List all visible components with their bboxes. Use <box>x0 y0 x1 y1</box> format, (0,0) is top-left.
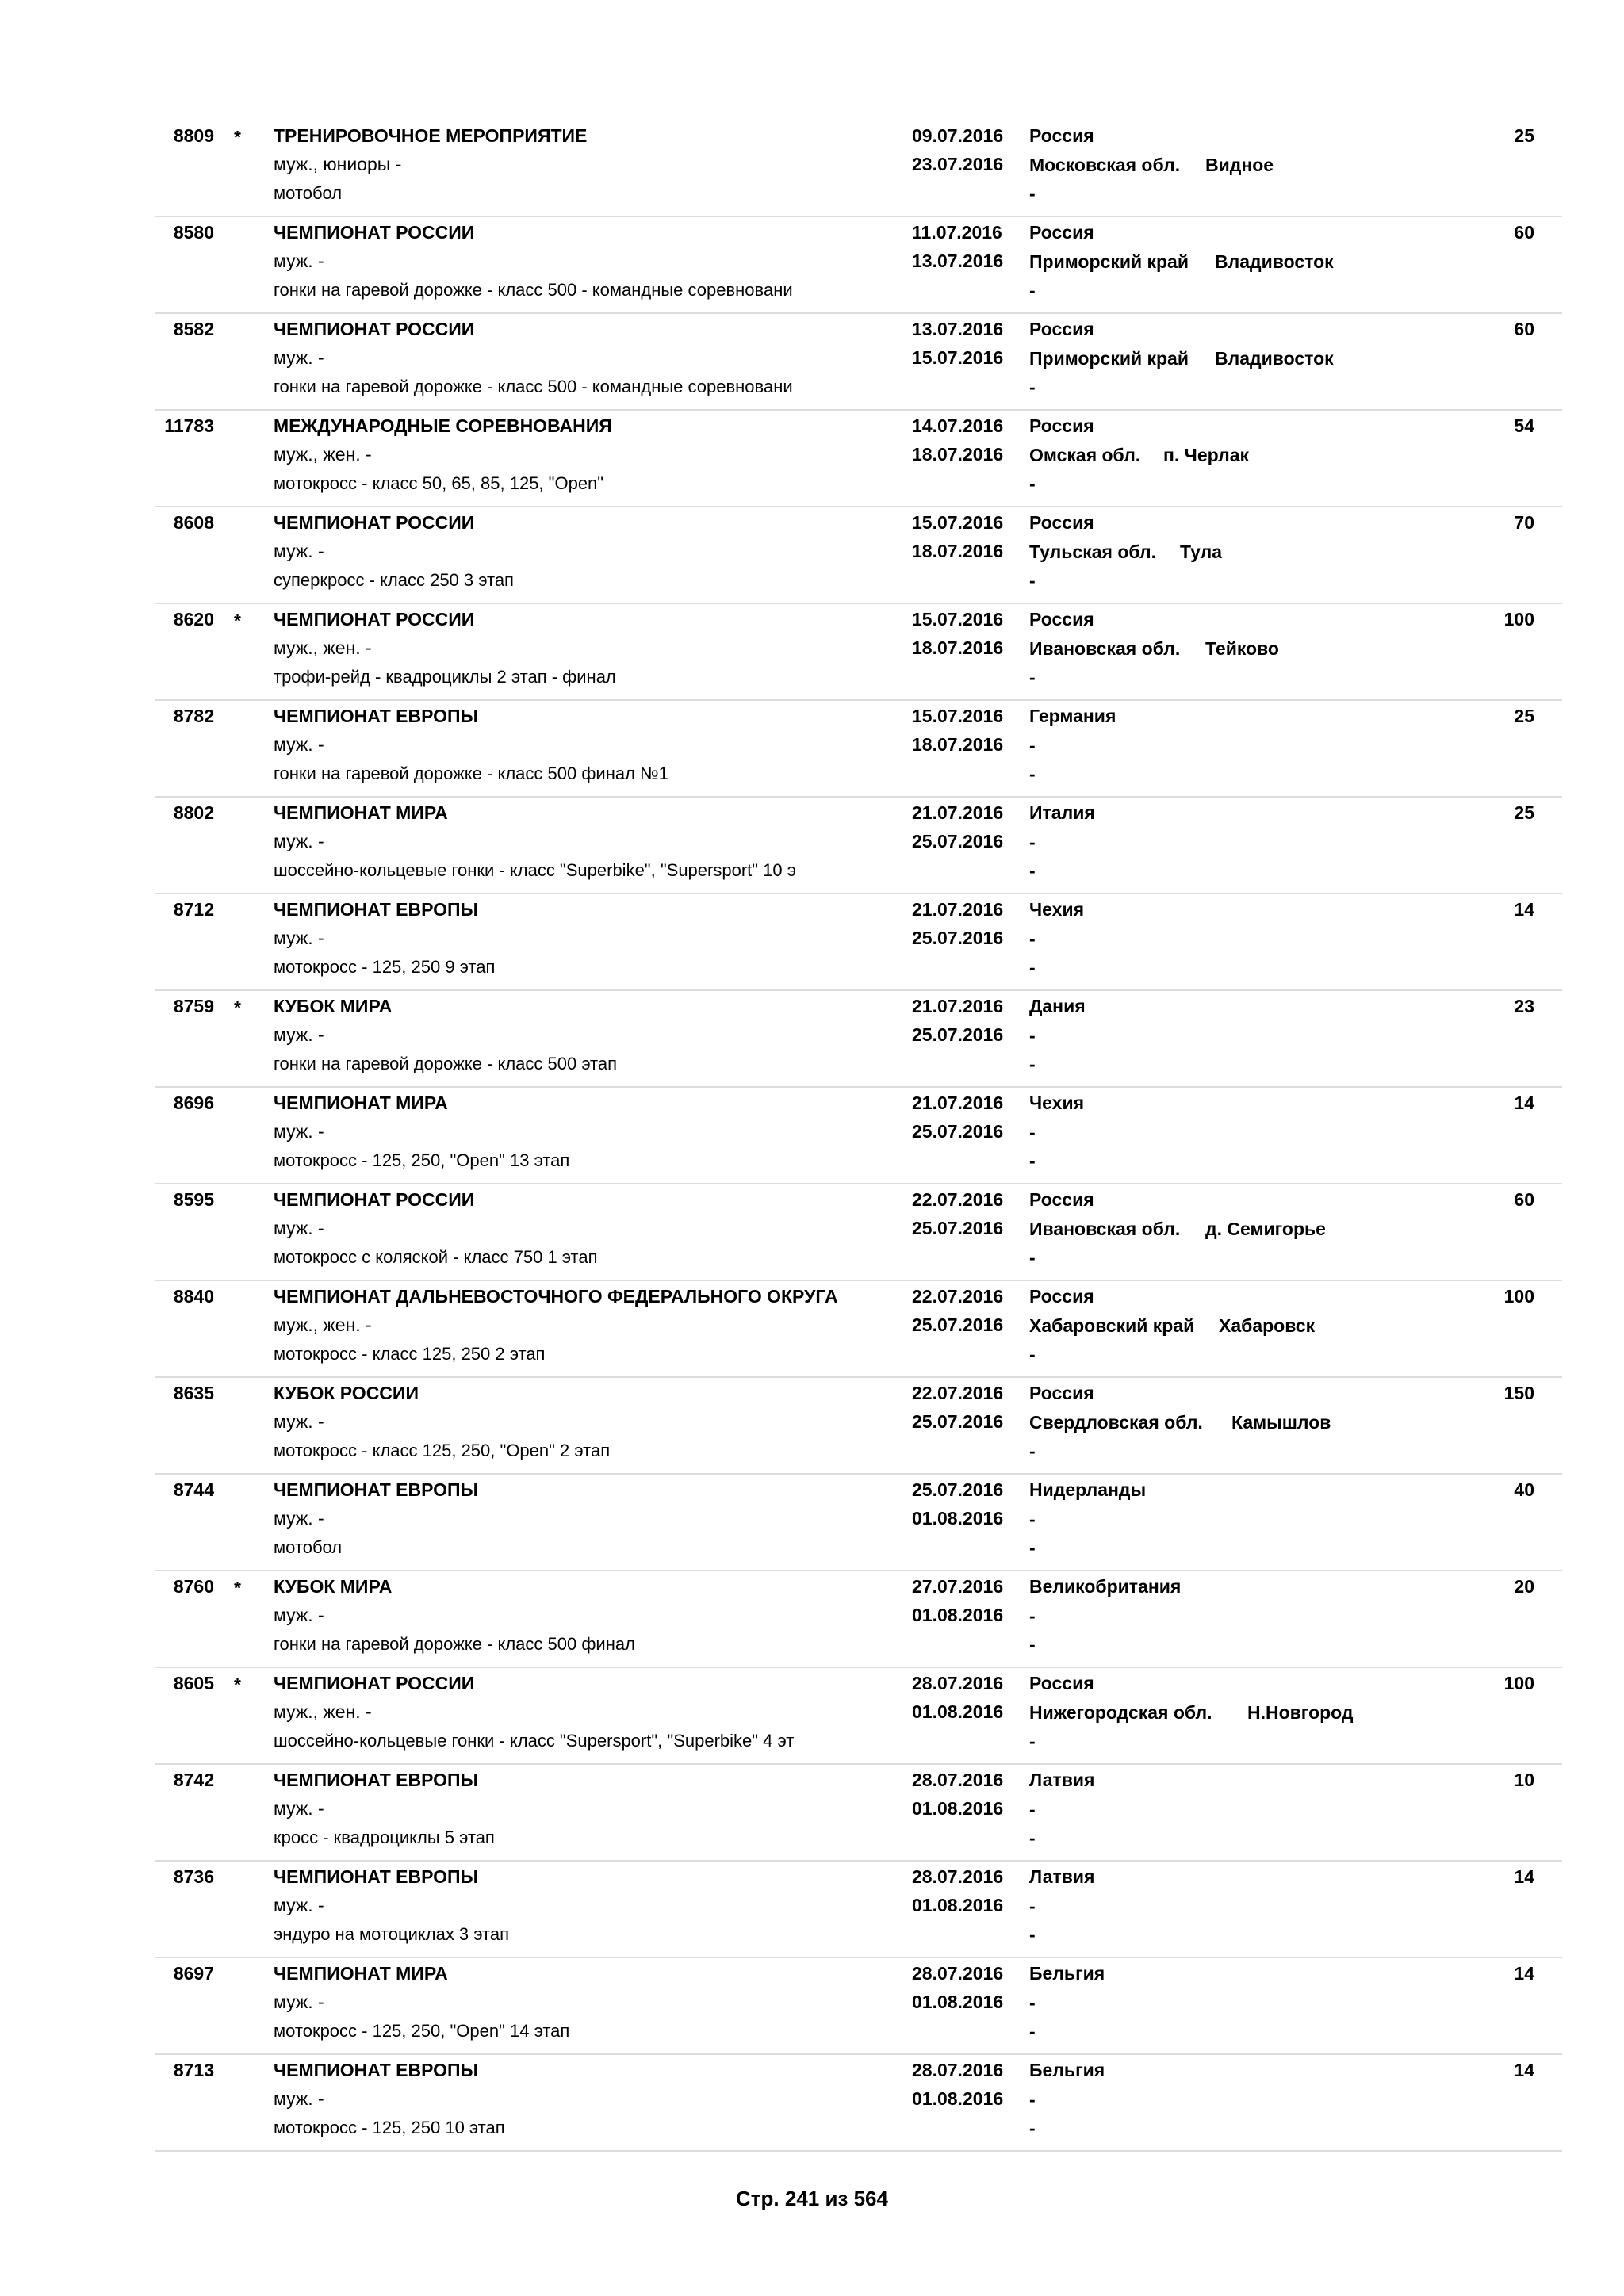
event-title: ЧЕМПИОНАТ ЕВРОПЫ <box>274 2060 479 2080</box>
event-region: Тульская обл. <box>1029 541 1157 562</box>
location-dash: - <box>1029 1924 1036 1945</box>
date-start: 09.07.2016 <box>912 125 1004 146</box>
location-dash: - <box>1029 1441 1036 1461</box>
date-end: 01.08.2016 <box>912 1798 1004 1819</box>
event-city: Владивосток <box>1215 251 1334 272</box>
participants-count: 20 <box>1514 1576 1534 1597</box>
date-start: 15.07.2016 <box>912 706 1004 726</box>
event-id: 8582 <box>173 319 214 339</box>
event-id: 8759 <box>173 996 214 1016</box>
star-marker: * <box>234 1578 241 1598</box>
star-marker: * <box>234 1674 241 1695</box>
event-id: 8635 <box>173 1383 214 1403</box>
event-gender: муж. - <box>274 1024 324 1045</box>
date-end: 15.07.2016 <box>912 347 1004 368</box>
event-region: - <box>1029 1896 1036 1916</box>
event-discipline: гонки на гаревой дорожке - класс 500 финал <box>274 1634 635 1654</box>
location-dash: - <box>1029 1634 1036 1655</box>
date-start: 21.07.2016 <box>912 996 1004 1016</box>
location-dash: - <box>1029 280 1036 300</box>
event-gender: муж. - <box>274 1992 324 2012</box>
event-discipline: мотокросс - класс 50, 65, 85, 125, "Open" <box>274 473 604 493</box>
event-gender: муж., юниоры - <box>274 154 402 174</box>
event-title: КУБОК МИРА <box>274 996 393 1016</box>
location-dash: - <box>1029 1150 1036 1171</box>
date-end: 13.07.2016 <box>912 251 1004 271</box>
event-country: Россия <box>1029 319 1094 339</box>
date-end: 01.08.2016 <box>912 1508 1004 1529</box>
location-dash: - <box>1029 860 1036 881</box>
event-country: Нидерланды <box>1029 1479 1147 1500</box>
date-end: 25.07.2016 <box>912 1121 1004 1142</box>
event-city: Тула <box>1180 541 1223 562</box>
event-title: ЧЕМПИОНАТ МИРА <box>274 802 448 823</box>
event-title: ЧЕМПИОНАТ РОССИИ <box>274 319 475 339</box>
event-gender: муж. - <box>274 734 324 755</box>
date-end: 25.07.2016 <box>912 1411 1004 1432</box>
event-row <box>155 1376 1562 1475</box>
event-title: ЧЕМПИОНАТ РОССИИ <box>274 512 475 533</box>
event-row <box>155 1570 1562 1668</box>
event-country: Россия <box>1029 1189 1094 1210</box>
date-end: 25.07.2016 <box>912 831 1004 851</box>
participants-count: 25 <box>1514 706 1534 726</box>
event-country: Италия <box>1029 802 1095 823</box>
event-region: - <box>1029 1799 1036 1820</box>
event-id: 8736 <box>173 1866 214 1887</box>
date-start: 14.07.2016 <box>912 415 1004 436</box>
event-id: 8608 <box>173 512 214 533</box>
participants-count: 14 <box>1514 899 1534 920</box>
event-id: 8712 <box>173 899 214 920</box>
star-marker: * <box>234 610 241 631</box>
event-country: Чехия <box>1029 1093 1084 1113</box>
event-row <box>155 699 1562 798</box>
event-row <box>155 216 1562 314</box>
event-region: Московская обл. <box>1029 155 1181 175</box>
event-row <box>155 506 1562 604</box>
event-title: ЧЕМПИОНАТ ЕВРОПЫ <box>274 1770 479 1790</box>
event-title: ЧЕМПИОНАТ ЕВРОПЫ <box>274 899 479 920</box>
event-discipline: мотокросс с коляской - класс 750 1 этап <box>274 1247 598 1267</box>
event-title: ЧЕМПИОНАТ МИРА <box>274 1093 448 1113</box>
star-marker: * <box>234 997 241 1018</box>
event-gender: муж., жен. - <box>274 1314 372 1335</box>
event-row <box>155 1667 1562 1765</box>
event-country: Германия <box>1029 706 1116 726</box>
date-end: 01.08.2016 <box>912 1895 1004 1915</box>
event-region: - <box>1029 735 1036 756</box>
date-end: 18.07.2016 <box>912 444 1004 465</box>
event-region: Нижегородская обл. <box>1029 1702 1212 1723</box>
event-id: 8802 <box>173 802 214 823</box>
event-gender: муж. - <box>274 1798 324 1819</box>
event-city: Тейково <box>1205 638 1279 659</box>
event-row <box>155 119 1562 217</box>
event-discipline: гонки на гаревой дорожке - класс 500 этап <box>274 1054 618 1073</box>
location-dash: - <box>1029 763 1036 784</box>
event-id: 8595 <box>173 1189 214 1210</box>
event-region: Ивановская обл. <box>1029 638 1181 659</box>
event-id: 8742 <box>173 1770 214 1790</box>
location-dash: - <box>1029 957 1036 978</box>
date-end: 25.07.2016 <box>912 928 1004 948</box>
date-start: 28.07.2016 <box>912 1673 1004 1693</box>
date-start: 22.07.2016 <box>912 1383 1004 1403</box>
event-row <box>155 1183 1562 1281</box>
event-title: ЧЕМПИОНАТ РОССИИ <box>274 609 475 629</box>
date-start: 21.07.2016 <box>912 899 1004 920</box>
participants-count: 25 <box>1514 802 1534 823</box>
event-region: - <box>1029 1122 1036 1142</box>
event-country: Россия <box>1029 1383 1094 1403</box>
event-row <box>155 1473 1562 1571</box>
event-title: ЧЕМПИОНАТ ЕВРОПЫ <box>274 1866 479 1887</box>
location-dash: - <box>1029 2021 1036 2042</box>
location-dash: - <box>1029 1731 1036 1751</box>
event-country: Великобритания <box>1029 1576 1182 1597</box>
event-gender: муж., жен. - <box>274 1701 372 1722</box>
event-gender: муж. - <box>274 541 324 561</box>
date-end: 01.08.2016 <box>912 1701 1004 1722</box>
event-id: 8809 <box>173 125 214 146</box>
event-country: Дания <box>1029 996 1086 1016</box>
event-city: Н.Новгород <box>1247 1702 1354 1723</box>
location-dash: - <box>1029 2118 1036 2138</box>
event-id: 8580 <box>173 222 214 243</box>
event-title: ЧЕМПИОНАТ РОССИИ <box>274 1673 475 1693</box>
event-id: 8697 <box>173 1963 214 1984</box>
event-title: КУБОК РОССИИ <box>274 1383 419 1403</box>
event-id: 11783 <box>164 415 214 436</box>
event-row <box>155 989 1562 1088</box>
event-gender: муж. - <box>274 831 324 851</box>
participants-count: 100 <box>1503 1673 1534 1693</box>
event-id: 8760 <box>173 1576 214 1597</box>
participants-count: 25 <box>1514 125 1534 146</box>
event-row <box>155 1763 1562 1862</box>
event-gender: муж. - <box>274 251 324 271</box>
event-discipline: кросс - квадроциклы 5 этап <box>274 1827 495 1847</box>
event-gender: муж. - <box>274 1895 324 1915</box>
event-gender: муж. - <box>274 1218 324 1238</box>
event-row <box>155 409 1562 507</box>
event-region: Омская обл. <box>1029 445 1141 465</box>
event-city: Камышлов <box>1231 1412 1331 1433</box>
date-end: 25.07.2016 <box>912 1024 1004 1045</box>
participants-count: 150 <box>1503 1383 1534 1403</box>
location-dash: - <box>1029 1537 1036 1558</box>
event-row <box>155 2053 1562 2152</box>
date-end: 18.07.2016 <box>912 637 1004 658</box>
participants-count: 14 <box>1514 2060 1534 2080</box>
location-dash: - <box>1029 473 1036 494</box>
event-gender: муж., жен. - <box>274 637 372 658</box>
date-start: 28.07.2016 <box>912 1963 1004 1984</box>
event-discipline: шоссейно-кольцевые гонки - класс "Supersport", "Superbike" 4 эт <box>274 1731 795 1751</box>
event-title: ЧЕМПИОНАТ РОССИИ <box>274 222 475 243</box>
date-end: 25.07.2016 <box>912 1218 1004 1238</box>
date-start: 11.07.2016 <box>912 222 1002 243</box>
event-region: - <box>1029 1025 1036 1046</box>
event-country: Бельгия <box>1029 2060 1105 2080</box>
star-marker: * <box>234 127 241 147</box>
participants-count: 100 <box>1503 1286 1534 1307</box>
event-gender: муж. - <box>274 1121 324 1142</box>
event-country: Чехия <box>1029 899 1084 920</box>
date-start: 21.07.2016 <box>912 1093 1004 1113</box>
event-region: Хабаровский край <box>1029 1315 1195 1336</box>
date-start: 28.07.2016 <box>912 2060 1004 2080</box>
event-region: Свердловская обл. <box>1029 1412 1203 1433</box>
event-discipline: гонки на гаревой дорожке - класс 500 - командные соревновани <box>274 280 793 300</box>
event-country: Россия <box>1029 222 1094 243</box>
location-dash: - <box>1029 183 1036 204</box>
event-country: Россия <box>1029 609 1094 629</box>
event-city: Хабаровск <box>1219 1315 1316 1336</box>
event-discipline: суперкросс - класс 250 3 этап <box>274 570 514 590</box>
event-country: Россия <box>1029 415 1094 436</box>
date-start: 22.07.2016 <box>912 1286 1004 1307</box>
event-discipline: мотокросс - 125, 250 10 этап <box>274 2118 505 2137</box>
event-id: 8696 <box>173 1093 214 1113</box>
event-id: 8605 <box>173 1673 214 1693</box>
event-country: Бельгия <box>1029 1963 1105 1984</box>
event-title: МЕЖДУНАРОДНЫЕ СОРЕВНОВАНИЯ <box>274 415 612 436</box>
event-row <box>155 1280 1562 1378</box>
event-gender: муж. - <box>274 1508 324 1529</box>
date-start: 22.07.2016 <box>912 1189 1004 1210</box>
event-id: 8713 <box>173 2060 214 2080</box>
event-discipline: мотокросс - класс 125, 250 2 этап <box>274 1344 546 1364</box>
date-start: 15.07.2016 <box>912 512 1004 533</box>
event-region: Приморский край <box>1029 348 1189 369</box>
event-region: - <box>1029 2089 1036 2110</box>
event-country: Россия <box>1029 512 1094 533</box>
event-title: ЧЕМПИОНАТ МИРА <box>274 1963 448 1984</box>
participants-count: 23 <box>1514 996 1534 1016</box>
event-row <box>155 893 1562 991</box>
date-end: 01.08.2016 <box>912 1992 1004 2012</box>
event-discipline: шоссейно-кольцевые гонки - класс "Superbike", "Supersport" 10 э <box>274 860 796 880</box>
event-discipline: мотокросс - 125, 250 9 этап <box>274 957 496 977</box>
event-title: ЧЕМПИОНАТ ДАЛЬНЕВОСТОЧНОГО ФЕДЕРАЛЬНОГО ОКРУГА <box>274 1286 838 1307</box>
date-end: 01.08.2016 <box>912 2088 1004 2109</box>
location-dash: - <box>1029 1247 1036 1268</box>
location-dash: - <box>1029 377 1036 397</box>
event-country: Латвия <box>1029 1770 1095 1790</box>
location-dash: - <box>1029 667 1036 687</box>
event-gender: муж. - <box>274 2088 324 2109</box>
event-gender: муж. - <box>274 1605 324 1625</box>
event-discipline: эндуро на мотоциклах 3 этап <box>274 1924 509 1944</box>
event-region: - <box>1029 1992 1036 2013</box>
date-start: 28.07.2016 <box>912 1866 1004 1887</box>
event-title: ЧЕМПИОНАТ ЕВРОПЫ <box>274 1479 479 1500</box>
participants-count: 40 <box>1514 1479 1534 1500</box>
event-region: - <box>1029 1509 1036 1529</box>
event-discipline: гонки на гаревой дорожке - класс 500 финал №1 <box>274 763 668 783</box>
event-city: п. Черлак <box>1163 445 1250 465</box>
event-country: Россия <box>1029 1286 1094 1307</box>
event-region: Приморский край <box>1029 251 1189 272</box>
event-discipline: мотокросс - класс 125, 250, "Open" 2 этап <box>274 1441 611 1460</box>
event-discipline: мотокросс - 125, 250, "Open" 14 этап <box>274 2021 570 2041</box>
date-end: 18.07.2016 <box>912 734 1004 755</box>
date-start: 15.07.2016 <box>912 609 1004 629</box>
event-id: 8744 <box>173 1479 214 1500</box>
event-city: д. Семигорье <box>1205 1219 1326 1239</box>
event-title: ТРЕНИРОВОЧНОЕ МЕРОПРИЯТИЕ <box>274 125 588 146</box>
event-region: - <box>1029 832 1036 852</box>
event-discipline: мотокросс - 125, 250, "Open" 13 этап <box>274 1150 570 1170</box>
event-gender: муж., жен. - <box>274 444 372 465</box>
participants-count: 14 <box>1514 1866 1534 1887</box>
event-region: - <box>1029 928 1036 949</box>
participants-count: 14 <box>1514 1963 1534 1984</box>
location-dash: - <box>1029 1827 1036 1848</box>
event-discipline: мотобол <box>274 183 343 203</box>
page-number: Стр. 241 из 564 <box>736 2187 888 2210</box>
date-start: 25.07.2016 <box>912 1479 1004 1500</box>
date-end: 18.07.2016 <box>912 541 1004 561</box>
event-country: Россия <box>1029 125 1094 146</box>
participants-count: 60 <box>1514 319 1534 339</box>
date-start: 28.07.2016 <box>912 1770 1004 1790</box>
event-id: 8782 <box>173 706 214 726</box>
location-dash: - <box>1029 570 1036 591</box>
participants-count: 54 <box>1514 415 1534 436</box>
event-region: Ивановская обл. <box>1029 1219 1181 1239</box>
date-start: 21.07.2016 <box>912 802 1004 823</box>
event-row <box>155 1957 1562 2055</box>
event-row <box>155 1086 1562 1184</box>
event-row <box>155 796 1562 894</box>
location-dash: - <box>1029 1054 1036 1074</box>
event-title: ЧЕМПИОНАТ ЕВРОПЫ <box>274 706 479 726</box>
event-discipline: гонки на гаревой дорожке - класс 500 - командные соревновани <box>274 377 793 396</box>
event-title: ЧЕМПИОНАТ РОССИИ <box>274 1189 475 1210</box>
participants-count: 14 <box>1514 1093 1534 1113</box>
event-gender: муж. - <box>274 1411 324 1432</box>
event-row <box>155 1860 1562 1958</box>
event-country: Россия <box>1029 1673 1094 1693</box>
event-discipline: трофи-рейд - квадроциклы 2 этап - финал <box>274 667 616 687</box>
event-row <box>155 603 1562 701</box>
location-dash: - <box>1029 1344 1036 1364</box>
event-title: КУБОК МИРА <box>274 1576 393 1597</box>
date-start: 27.07.2016 <box>912 1576 1004 1597</box>
date-end: 01.08.2016 <box>912 1605 1004 1625</box>
event-row <box>155 312 1562 411</box>
event-region: - <box>1029 1605 1036 1626</box>
date-start: 13.07.2016 <box>912 319 1004 339</box>
event-gender: муж. - <box>274 928 324 948</box>
event-id: 8840 <box>173 1286 214 1307</box>
participants-count: 100 <box>1503 609 1534 629</box>
participants-count: 70 <box>1514 512 1534 533</box>
event-id: 8620 <box>173 609 214 629</box>
event-gender: муж. - <box>274 347 324 368</box>
participants-count: 10 <box>1514 1770 1534 1790</box>
date-end: 25.07.2016 <box>912 1314 1004 1335</box>
participants-count: 60 <box>1514 222 1534 243</box>
participants-count: 60 <box>1514 1189 1534 1210</box>
event-city: Владивосток <box>1215 348 1334 369</box>
date-end: 23.07.2016 <box>912 154 1004 174</box>
event-discipline: мотобол <box>274 1537 343 1557</box>
event-city: Видное <box>1205 155 1274 175</box>
event-country: Латвия <box>1029 1866 1095 1887</box>
